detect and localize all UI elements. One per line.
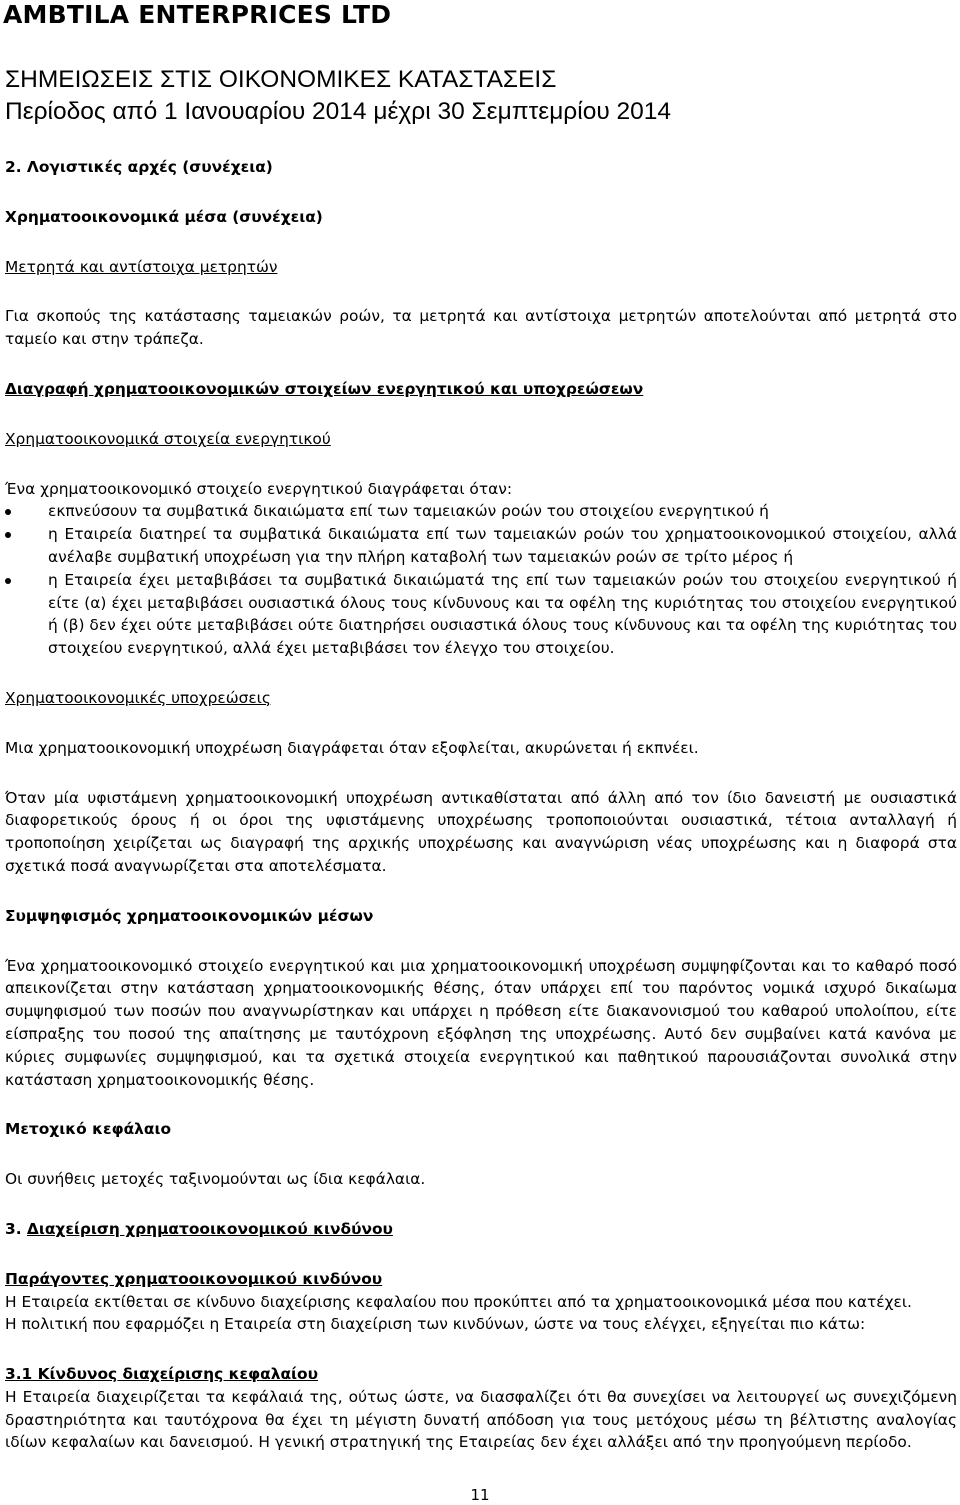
section-2-heading: 2. Λογιστικές αρχές (συνέχεια) xyxy=(5,158,273,176)
bullet-icon xyxy=(5,578,11,584)
document-title: ΣΗΜΕΙΩΣΕΙΣ ΣΤΙΣ ΟΙΚΟΝΟΜΙΚΕΣ ΚΑΤΑΣΤΑΣΕΙΣ xyxy=(5,66,557,93)
offsetting-text: Ένα χρηματοοικονομικό στοιχείο ενεργητικού και μια χρηματοοικονομική υποχρέωση συμψηφίζονται και το καθαρό ποσό απεικονίζεται στην κατάσταση χρηματοοικονομικής θέσης, όταν υπάρχει επί του παρόντος νομικά ισχυρό δικαίωμα συμψηφισμού των ποσών που αναγνωρίστηκαν και υπάρχει η πρόθεση είτε διακανονισμού του καθαρού υπολοίπου, είτε είσπραξης του ποσού της απαίτησης με ταυτόχρονη εξόφληση της υποχρέωσης. Αυτό δεν συμβαίνει κατά κανόνα με κύριες συμφωνίες συμψηφισμού, και τα σχετικά στοιχεία ενεργητικού και παθητικού παρουσιάζονται συνολικά στην κατάσταση χρηματοοικονομικής θέσης. xyxy=(5,956,957,1089)
share-capital-heading: Μετοχικό κεφάλαιο xyxy=(5,1120,172,1139)
page-content xyxy=(5,156,957,1454)
list-item xyxy=(5,569,957,660)
bullet-icon xyxy=(5,532,11,538)
page-number: 11 xyxy=(470,1486,490,1504)
section-3-heading xyxy=(5,1218,957,1241)
company-name: AMBTILA ENTERPRICES LTD xyxy=(3,0,392,29)
risk-factors-heading: Παράγοντες χρηματοοικονομικού κινδύνου xyxy=(5,1269,383,1288)
capital-risk-heading: 3.1 Κίνδυνος διαχείρισης κεφαλαίου xyxy=(5,1365,318,1384)
list-item-text: η Εταιρεία έχει μεταβιβάσει τα συμβατικά δικαιώματά της επί των ταμειακών ροών του στοιχείου ενεργητικού ή είτε (α) έχει μεταβιβάσει ουσιαστικά όλους τους κίνδυνους και τα οφέλη της κυριότητας του στοιχείου ενεργητικού ή (β) δεν έχει ούτε μεταβιβάσει ούτε διατηρήσει ουσιαστικά όλους τους κίνδυνους και τα οφέλη της κυριότητας του στοιχείου ενεργητικού, αλλά έχει μεταβιβάσει τον έλεγχο του στοιχείου. xyxy=(48,570,957,658)
section-3-title: Διαχείριση χρηματοοικονομικού κινδύνου xyxy=(26,1219,393,1238)
financial-assets-heading: Χρηματοοικονομικά στοιχεία ενεργητικού xyxy=(5,429,331,448)
risk-factors-text-2: Η πολιτική που εφαρμόζει η Εταιρεία στη διαχείριση των κινδύνων, ώστε να τους ελέγχει, εξηγείται πιο κάτω: xyxy=(5,1315,866,1334)
financial-assets-intro: Ένα χρηματοοικονομικό στοιχείο ενεργητικού διαγράφεται όταν: xyxy=(5,479,513,498)
cash-equivalents-text: Για σκοπούς της κατάστασης ταμειακών ροών, τα μετρητά και αντίστοιχα μετρητών αποτελούνται από μετρητά στο ταμείο και στην τράπεζα. xyxy=(5,307,957,349)
financial-instruments-heading: Χρηματοοικονομικά μέσα (συνέχεια) xyxy=(5,207,323,226)
cash-equivalents-heading: Μετρητά και αντίστοιχα μετρητών xyxy=(5,257,278,276)
capital-risk-text: Η Εταιρεία διαχειρίζεται τα κεφάλαιά της, ούτως ώστε, να διασφαλίζει ότι θα συνεχίσει να λειτουργεί ως συνεχιζόμενη δραστηριότητα και ταυτόχρονα θα έχει τη μέγιστη δυνατή απόδοση για τους μετόχους μέσω τη βέλτιστης αναλογίας ιδίων κεφαλαίων και δανεισμού. Η γενική στρατηγική της Εταιρείας δεν έχει αλλάξει από την προηγούμενη περίοδο. xyxy=(5,1387,957,1452)
list-item xyxy=(5,523,957,569)
financial-liabilities-text-1: Μια χρηματοοικονομική υποχρέωση διαγράφεται όταν εξοφλείται, ακυρώνεται ή εκπνέει. xyxy=(5,738,699,757)
bullet-icon xyxy=(5,509,11,515)
offsetting-heading: Συμψηφισμός χρηματοοικονομικών μέσων xyxy=(5,906,374,925)
list-item xyxy=(5,500,957,523)
financial-liabilities-text-2: Όταν μία υφιστάμενη χρηματοοικονομική υποχρέωση αντικαθίσταται από άλλη από τον ίδιο δανειστή με ουσιαστικά διαφορετικούς όρους ή οι όροι της υφιστάμενης υποχρέωσης τροποποιούνται ουσιαστικά, τέτοια ανταλλαγή ή τροποποίηση χειρίζεται ως διαγραφή της αρχικής υποχρέωσης και αναγνώριση νέας υποχρέωσης και η διαφορά στα σχετικά ποσά αναγνωρίζεται στα αποτελέσματα. xyxy=(5,788,957,875)
list-item-text: η Εταιρεία διατηρεί τα συμβατικά δικαιώματα επί των ταμειακών ροών του χρηματοοικονομικού στοιχείου, αλλά ανέλαβε συμβατική υποχρέωση για την πλήρη καταβολή των ταμειακών ροών σε τρίτο μέρος ή xyxy=(48,525,957,566)
financial-liabilities-heading: Χρηματοοικονομικές υποχρεώσεις xyxy=(5,688,271,707)
list-item-text: εκπνεύσουν τα συμβατικά δικαιώματα επί των ταμειακών ροών του στοιχείου ενεργητικού ή xyxy=(48,502,769,521)
share-capital-text: Οι συνήθεις μετοχές ταξινομούνται ως ίδια κεφάλαια. xyxy=(5,1170,426,1189)
derecognition-heading: Διαγραφή χρηματοοικονομικών στοιχείων ενεργητικού και υποχρεώσεων xyxy=(5,379,644,398)
risk-factors-text-1: Η Εταιρεία εκτίθεται σε κίνδυνο διαχείρισης κεφαλαίου που προκύπτει από τα χρηματοοικονομικά μέσα που κατέχει. xyxy=(5,1292,912,1311)
derecognition-conditions-list xyxy=(5,500,957,660)
document-period: Περίοδος από 1 Ιανουαρίου 2014 μέχρι 30 Σεμπτεμρίου 2014 xyxy=(5,98,672,125)
section-3-number: 3. xyxy=(5,1219,27,1238)
